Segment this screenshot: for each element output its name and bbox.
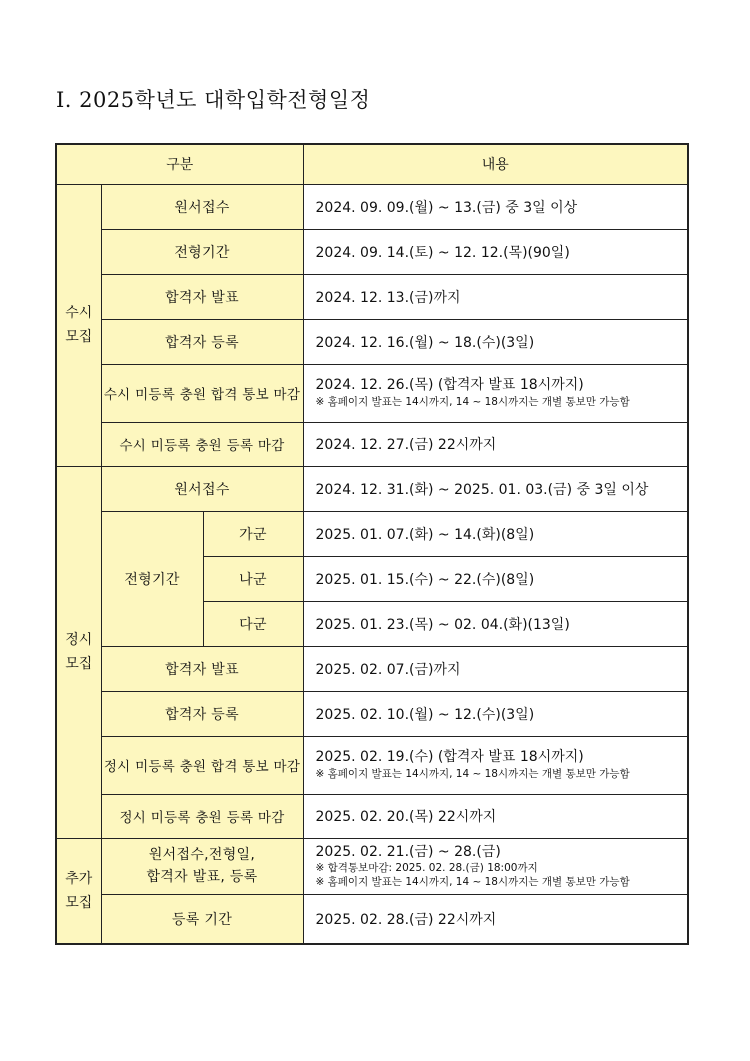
group-chuga xyxy=(56,838,101,944)
row-label: 합격자 등록 xyxy=(101,691,303,736)
table-row xyxy=(56,736,688,794)
row-label: 등록 기간 xyxy=(101,894,303,944)
row-label: 전형기간 xyxy=(101,229,303,274)
table-row xyxy=(56,466,688,511)
table-row xyxy=(56,422,688,466)
row-value: 2024. 09. 09.(월) ~ 13.(금) 중 3일 이상 xyxy=(303,184,688,229)
row-label: 정시 미등록 충원 합격 통보 마감 xyxy=(101,736,303,794)
row-value xyxy=(303,364,688,422)
row-label: 원서접수 xyxy=(101,466,303,511)
row-value: 2024. 12. 13.(금)까지 xyxy=(303,274,688,319)
row-value: 2024. 09. 14.(토) ~ 12. 12.(목)(90일) xyxy=(303,229,688,274)
group-jeongsi xyxy=(56,466,101,838)
table-row xyxy=(56,511,688,556)
row-label-line: 합격자 발표, 등록 xyxy=(146,869,258,885)
row-value: 2025. 02. 07.(금)까지 xyxy=(303,646,688,691)
row-value: 2024. 12. 31.(화) ~ 2025. 01. 03.(금) 중 3일 이상 xyxy=(303,466,688,511)
row-value-main: 2025. 02. 19.(수) (합격자 발표 18시까지) xyxy=(315,749,584,765)
group-susi xyxy=(56,184,101,466)
row-label: 수시 미등록 충원 합격 통보 마감 xyxy=(101,364,303,422)
row-label-line: 원서접수,전형일, xyxy=(148,847,256,863)
row-value xyxy=(303,736,688,794)
row-value: 2024. 12. 16.(월) ~ 18.(수)(3일) xyxy=(303,319,688,364)
page-title: I. 2025학년도 대학입학전형일정 xyxy=(56,88,371,112)
row-value: 2025. 02. 28.(금) 22시까지 xyxy=(303,894,688,944)
row-value: 2024. 12. 27.(금) 22시까지 xyxy=(303,422,688,466)
table-header-row xyxy=(56,144,688,184)
row-label: 합격자 등록 xyxy=(101,319,303,364)
row-label-period: 전형기간 xyxy=(101,511,203,646)
row-value: 2025. 01. 07.(화) ~ 14.(화)(8일) xyxy=(303,511,688,556)
group-label: 추가 xyxy=(65,870,93,887)
row-label: 합격자 발표 xyxy=(101,274,303,319)
subgroup-label: 나군 xyxy=(203,556,303,601)
row-label: 정시 미등록 충원 등록 마감 xyxy=(101,794,303,838)
table-row xyxy=(56,364,688,422)
row-value-note: ※ 홈페이지 발표는 14시까지, 14 ~ 18시까지는 개별 통보만 가능함 xyxy=(315,396,630,408)
row-label: 수시 미등록 충원 등록 마감 xyxy=(101,422,303,466)
row-value: 2025. 02. 20.(목) 22시까지 xyxy=(303,794,688,838)
row-value: 2025. 02. 10.(월) ~ 12.(수)(3일) xyxy=(303,691,688,736)
row-label: 원서접수 xyxy=(101,184,303,229)
table-row xyxy=(56,229,688,274)
table-row xyxy=(56,794,688,838)
row-label xyxy=(101,838,303,894)
table-row xyxy=(56,646,688,691)
subgroup-label: 가군 xyxy=(203,511,303,556)
header-content: 내용 xyxy=(303,144,688,184)
table-row xyxy=(56,691,688,736)
group-label: 모집 xyxy=(65,894,93,911)
row-value-note: ※ 홈페이지 발표는 14시까지, 14 ~ 18시까지는 개별 통보만 가능함 xyxy=(315,876,630,888)
row-value-note: ※ 합격통보마감: 2025. 02. 28.(금) 18:00까지 xyxy=(315,862,538,874)
group-label: 정시 xyxy=(65,632,93,648)
subgroup-label: 다군 xyxy=(203,601,303,646)
table-row xyxy=(56,838,688,894)
table-row xyxy=(56,184,688,229)
header-category: 구분 xyxy=(56,144,303,184)
table-row xyxy=(56,894,688,944)
row-value-note: ※ 홈페이지 발표는 14시까지, 14 ~ 18시까지는 개별 통보만 가능함 xyxy=(315,768,630,780)
group-label: 모집 xyxy=(65,656,93,672)
row-value: 2025. 01. 15.(수) ~ 22.(수)(8일) xyxy=(303,556,688,601)
row-label: 합격자 발표 xyxy=(101,646,303,691)
row-value: 2025. 01. 23.(목) ~ 02. 04.(화)(13일) xyxy=(303,601,688,646)
row-value-main: 2024. 12. 26.(목) (합격자 발표 18시까지) xyxy=(315,377,584,393)
row-value xyxy=(303,838,688,894)
group-label: 모집 xyxy=(65,329,93,345)
table-row xyxy=(56,319,688,364)
group-label: 수시 xyxy=(65,305,93,321)
admission-schedule-table xyxy=(55,143,689,945)
table-row xyxy=(56,274,688,319)
row-value-main: 2025. 02. 21.(금) ~ 28.(금) xyxy=(315,844,501,860)
